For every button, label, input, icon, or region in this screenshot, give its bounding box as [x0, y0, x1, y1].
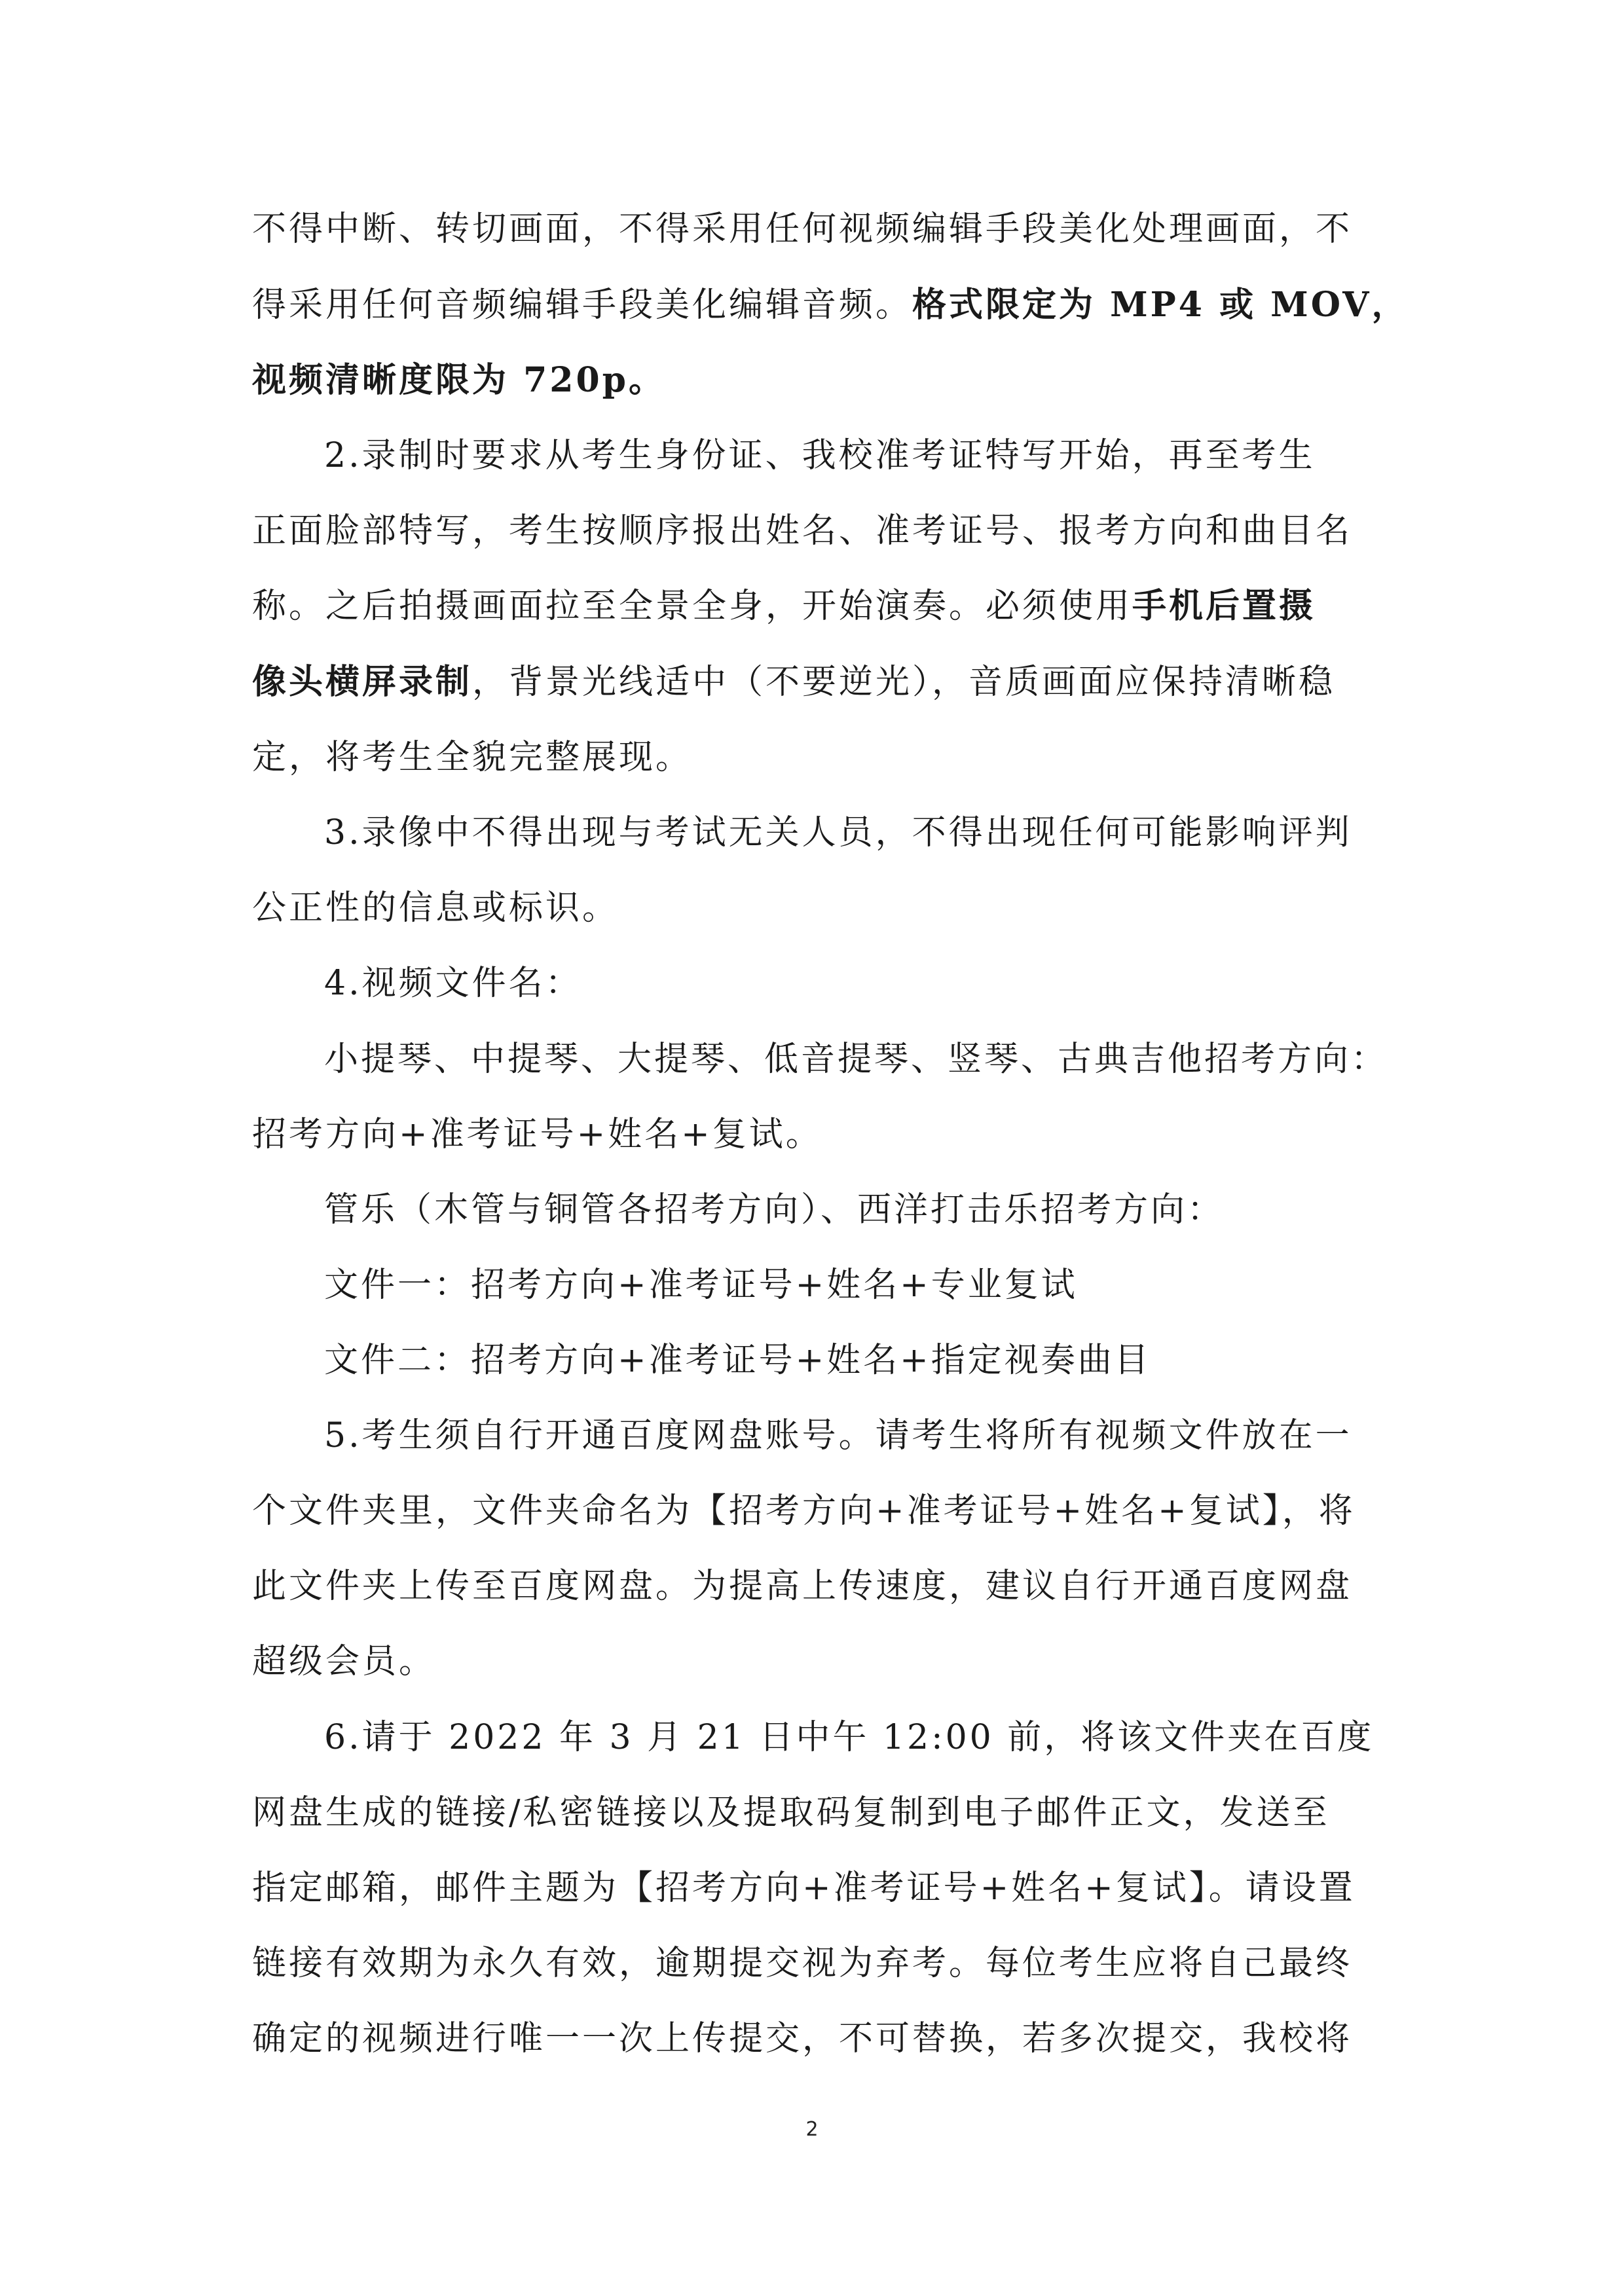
text-line [324, 962, 1405, 1004]
text-segment: 链接有效期为永久有效，逾期提交视为弃考。每位考生应将自己最终 [252, 1944, 1353, 1983]
text-segment: 得采用任何音频编辑手段美化编辑音频。 [252, 285, 913, 325]
text-line [252, 510, 1405, 552]
text-line [252, 1942, 1405, 1984]
text-line [324, 812, 1405, 854]
text-segment: 3.录像中不得出现与考试无关人员，不得出现任何可能影响评判 [324, 813, 1352, 852]
text-segment: 4.视频文件名： [324, 964, 582, 1003]
text-line [324, 1038, 1405, 1080]
text-segment: ，背景光线适中（不要逆光），音质画面应保持清晰稳 [472, 663, 1336, 702]
page-number: 2 [805, 2118, 819, 2141]
text-line [324, 1264, 1405, 1306]
text-line [252, 1114, 1405, 1156]
bold-text-segment: 格式限定为 MP4 或 MOV， [912, 285, 1409, 325]
text-line [252, 284, 1409, 326]
text-line [252, 1565, 1405, 1607]
text-line [252, 2018, 1405, 2060]
text-segment: 2.录制时要求从考生身份证、我校准考证特写开始，再至考生 [324, 436, 1316, 475]
text-line [324, 1339, 1405, 1381]
bold-text-segment: 视频清晰度限为 720p。 [252, 360, 666, 400]
text-line [252, 208, 1405, 250]
text-segment: 6.请于 2022 年 3 月 21 日中午 12:00 前，将该文件夹在百度 [324, 1718, 1375, 1757]
text-segment: 招考方向+准考证号+姓名+复试。 [252, 1115, 822, 1154]
text-segment: 定，将考生全貌完整展现。 [252, 738, 693, 777]
text-segment: 此文件夹上传至百度网盘。为提高上传速度，建议自行开通百度网盘 [252, 1567, 1353, 1606]
text-line [252, 737, 1405, 778]
text-segment: 管乐（木管与铜管各招考方向）、西洋打击乐招考方向： [324, 1190, 1225, 1230]
text-line [252, 1867, 1405, 1909]
text-segment: 5.考生须自行开通百度网盘账号。请考生将所有视频文件放在一 [324, 1416, 1352, 1455]
text-line [252, 661, 1405, 703]
text-line [324, 435, 1405, 477]
text-line [324, 1189, 1405, 1231]
text-segment: 不得中断、转切画面，不得采用任何视频编辑手段美化处理画面，不 [252, 210, 1353, 249]
text-line [252, 585, 1405, 627]
text-segment: 小提琴、中提琴、大提琴、低音提琴、竖琴、古典吉他招考方向： [324, 1040, 1388, 1079]
text-segment: 称。之后拍摄画面拉至全景全身，开始演奏。必须使用 [252, 587, 1133, 626]
text-segment: 超级会员。 [252, 1642, 436, 1681]
text-line [252, 1490, 1405, 1532]
text-segment: 文件一：招考方向+准考证号+姓名+专业复试 [324, 1266, 1078, 1305]
bold-text-segment: 手机后置摄 [1132, 586, 1316, 626]
text-line [252, 1792, 1405, 1834]
text-line [324, 1415, 1405, 1457]
text-segment: 确定的视频进行唯一一次上传提交，不可替换，若多次提交，我校将 [252, 2019, 1353, 2058]
text-line [324, 1717, 1405, 1758]
text-segment: 文件二：招考方向+准考证号+姓名+指定视奏曲目 [324, 1341, 1151, 1380]
text-segment: 正面脸部特写，考生按顺序报出姓名、准考证号、报考方向和曲目名 [252, 511, 1353, 551]
text-line [252, 359, 1405, 401]
text-line [252, 887, 1405, 929]
text-segment: 个文件夹里，文件夹命名为【招考方向+准考证号+姓名+复试】，将 [252, 1491, 1356, 1531]
text-line [252, 1641, 1405, 1683]
bold-text-segment: 像头横屏录制 [252, 662, 473, 702]
text-segment: 公正性的信息或标识。 [252, 888, 619, 928]
text-segment: 指定邮箱，邮件主题为【招考方向+准考证号+姓名+复试】。请设置 [252, 1868, 1356, 1908]
text-segment: 网盘生成的链接/私密链接以及提取码复制到电子邮件正文，发送至 [252, 1793, 1330, 1832]
